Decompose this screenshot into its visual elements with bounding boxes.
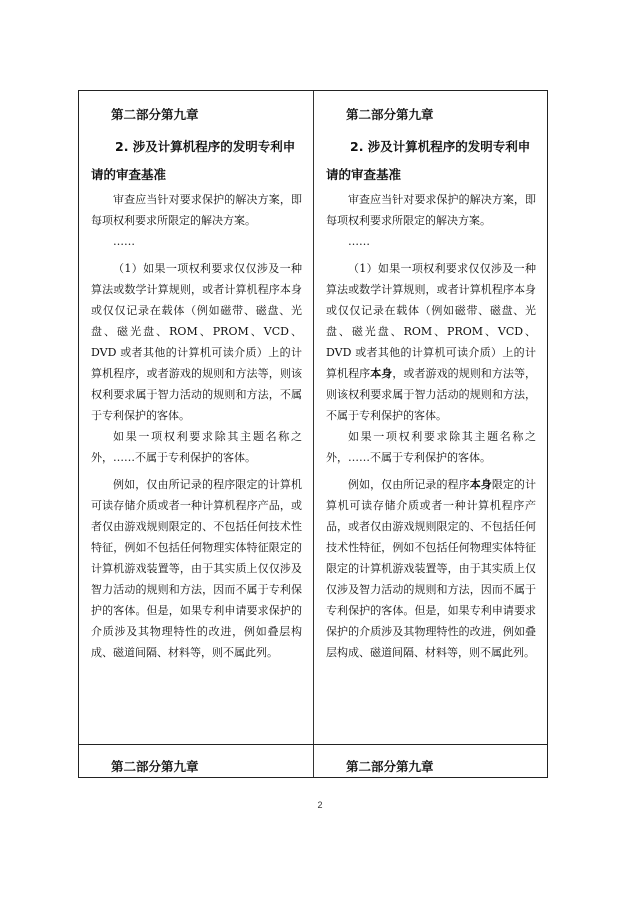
left-paragraph-4: 例如，仅由所记录的程序限定的计算机可读存储介质或者一种计算机程序产品，或者仅由游戏规则限定的、不包括任何技术性特征，例如不包括任何物理实体特征限定的计算机游戏装置等，由于其实质上仅仅涉及智力活动的规则和方法，因而不属于专利保护的客体。但是，如果专利申请要求保护的介质涉及其物理特性的改进，例如叠层构成、磁道间隔、材料等，则不属此列。 (91, 478, 302, 659)
left-paragraph-3: 如果一项权利要求除其主题名称之外，……不属于专利保护的客体。 (91, 430, 302, 464)
right-column (314, 91, 546, 663)
next-right-chapter-heading: 第二部分第九章 (346, 759, 434, 774)
left-paragraph-1: 审查应当针对要求保护的解决方案，即每项权利要求所限定的解决方案。 (91, 193, 302, 227)
left-ellipsis: …… (113, 235, 135, 248)
right-ellipsis: …… (348, 235, 370, 248)
right-paragraph-4-text-b: 限定的计算机可读存储介质或者一种计算机程序产品，或者仅由游戏规则限定的、不包括任何技术性特征，例如不包括任何物理实体特征限定的计算机游戏装置等，由于其实质上仅仅涉及智力活动的规则和方法，因而不属于专利保护的客体。但是，如果专利申请要求保护的介质涉及其物理特性的改进，例如叠层构成、磁道间隔、材料等，则不属此列。 (326, 478, 536, 659)
right-paragraph-4-bold: 本身 (469, 478, 492, 491)
page-number: 2 (317, 800, 323, 810)
row-divider (79, 744, 547, 745)
right-paragraph-3: 如果一项权利要求除其主题名称之外，……不属于专利保护的客体。 (326, 430, 536, 464)
left-column (79, 91, 314, 663)
right-paragraph-4-text-a: 例如，仅由所记录的程序 (348, 478, 470, 491)
left-paragraph-2: （1）如果一项权利要求仅仅涉及一种算法或数学计算规则，或者计算机程序本身或仅仅记录在载体（例如磁带、磁盘、光盘、磁光盘、ROM、PROM、VCD、DVD 或者其他的计算机可读介质）上的计算机程序，或者游戏的规则和方法等，则该权利要求属于智力活动的规则和方法，不属于专利保护的客体。 (91, 262, 302, 422)
right-paragraph-2-text-a: （1）如果一项权利要求仅仅涉及一种算法或数学计算规则，或者计算机程序本身或仅仅记录在载体（例如磁带、磁盘、光盘、磁光盘、ROM、PROM、VCD、DVD 或者其他的计算机可读介质）上的计算机程序 (326, 262, 536, 380)
comparison-table (78, 90, 548, 778)
left-section-title: 2. 涉及计算机程序的发明专利申请的审查基准 (91, 139, 296, 182)
right-chapter-heading: 第二部分第九章 (346, 107, 434, 122)
right-paragraph-2-bold: 本身 (370, 367, 393, 380)
right-paragraph-2 (326, 258, 536, 426)
next-row-right (314, 747, 546, 785)
right-paragraph-1: 审查应当针对要求保护的解决方案，即每项权利要求所限定的解决方案。 (326, 193, 536, 227)
right-paragraph-4 (326, 474, 536, 663)
right-paragraph-2-text-b: ，或者游戏的规则和方法等，则该权利要求属于智力活动的规则和方法，不属于专利保护的客体。 (326, 367, 537, 422)
next-left-chapter-heading: 第二部分第九章 (111, 759, 199, 774)
next-row-left (79, 747, 314, 785)
left-chapter-heading: 第二部分第九章 (111, 107, 199, 122)
right-section-title: 2. 涉及计算机程序的发明专利申请的审查基准 (326, 139, 531, 182)
